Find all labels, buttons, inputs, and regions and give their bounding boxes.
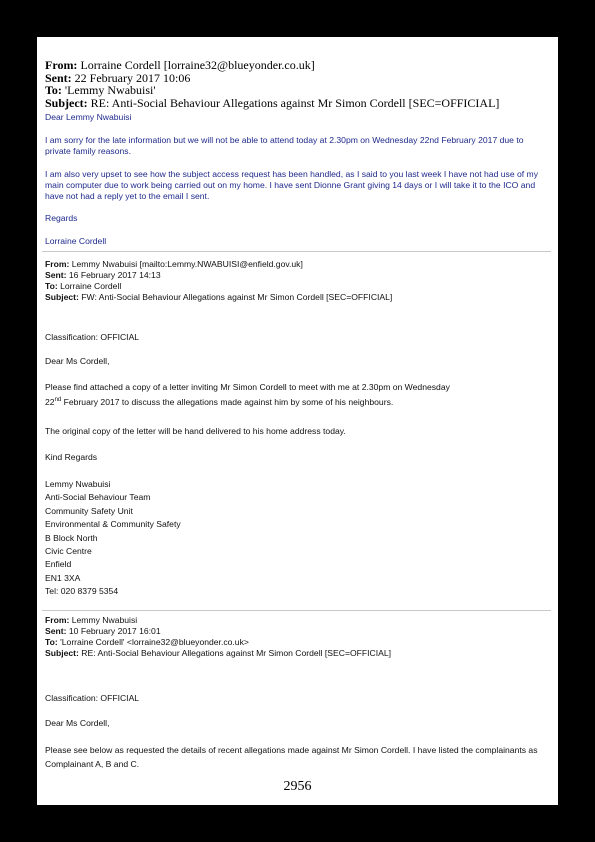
email1-para2: I am also very upset to see how the subject access request has been handled, as I said to you last week I have not had use of my main computer due to work being carried out on my home. I have sent Dionne Grant giving 14 days or I will take it to the ICO and have not had a reply yet to the email I sent. <box>45 169 538 201</box>
document-page <box>37 37 558 805</box>
email1-subject: Subject: RE: Anti-Social Behaviour Allegations against Mr Simon Cordell [SEC=OFFICIAL] <box>45 95 500 110</box>
sig-line: Civic Centre <box>45 546 92 557</box>
email1-regards: Regards <box>45 213 78 223</box>
email1-greeting: Dear Lemmy Nwabuisi <box>45 112 132 122</box>
email2-sent: Sent: 16 February 2017 14:13 <box>45 270 161 280</box>
separator-line <box>42 251 551 252</box>
sig-line: Enfield <box>45 559 72 570</box>
sig-line: EN1 3XA <box>45 572 81 583</box>
email1-signature: Lorraine Cordell <box>45 236 107 246</box>
email2-to: To: Lorraine Cordell <box>45 281 122 291</box>
page-number: 2956 <box>283 779 312 794</box>
email2-header <box>45 259 392 303</box>
email2-subject: Subject: FW: Anti-Social Behaviour Allegations against Mr Simon Cordell [SEC=OFFICIAL] <box>45 292 393 302</box>
email2-classification: Classification: OFFICIAL <box>45 332 140 342</box>
email2-from: From: Lemmy Nwabuisi [mailto:Lemmy.NWABUISI@enfield.gov.uk] <box>45 259 303 269</box>
email1-from: From: Lorraine Cordell [lorraine32@blueyonder.co.uk] <box>45 58 315 72</box>
email2-para1-line1: Please find attached a copy of a letter inviting Mr Simon Cordell to meet with me at 2.30pm on Wednesday <box>45 382 450 392</box>
sig-line: B Block North <box>45 532 98 543</box>
email3-classification: Classification: OFFICIAL <box>45 693 140 703</box>
sig-line: Tel: 020 8379 5354 <box>45 586 119 597</box>
email3-from: From: Lemmy Nwabuisi <box>45 615 138 625</box>
email2-signature-block <box>45 478 181 599</box>
email3-para1: Please see below as requested the details of recent allegations made against Mr Simon Cordell. I have listed the complainants as Complainant A, B and C. <box>45 745 538 769</box>
email1-header <box>45 59 499 109</box>
email2-para2: The original copy of the letter will be hand delivered to his home address today. <box>45 426 346 436</box>
email1-para1: I am sorry for the late information but we will not be able to attend today at 2.30pm on Wednesday 22nd February 2017 due to private family reasons. <box>45 135 524 156</box>
email3-subject: Subject: RE: Anti-Social Behaviour Allegations against Mr Simon Cordell [SEC=OFFICIAL] <box>45 648 392 658</box>
email1-to: To: 'Lemmy Nwabuisi' <box>45 83 156 97</box>
sig-line: Lemmy Nwabuisi <box>45 479 111 489</box>
email3-greeting: Dear Ms Cordell, <box>45 718 110 728</box>
email2-para1-line2: 22nd February 2017 to discuss the allegations made against him by some of his neighbours. <box>45 397 394 407</box>
separator-line <box>42 610 551 611</box>
sig-line: Environmental & Community Safety <box>45 519 181 530</box>
sig-line: Community Safety Unit <box>45 505 133 516</box>
email2-regards: Kind Regards <box>45 452 98 462</box>
email1-sent: Sent: 22 February 2017 10:06 <box>45 70 191 85</box>
email3-to: To: 'Lorraine Cordell' <lorraine32@blueyonder.co.uk> <box>45 637 249 647</box>
email3-sent: Sent: 10 February 2017 16:01 <box>45 626 161 636</box>
email2-greeting: Dear Ms Cordell, <box>45 356 110 366</box>
sig-line: Anti-Social Behaviour Team <box>45 492 151 503</box>
email3-header <box>45 615 391 659</box>
